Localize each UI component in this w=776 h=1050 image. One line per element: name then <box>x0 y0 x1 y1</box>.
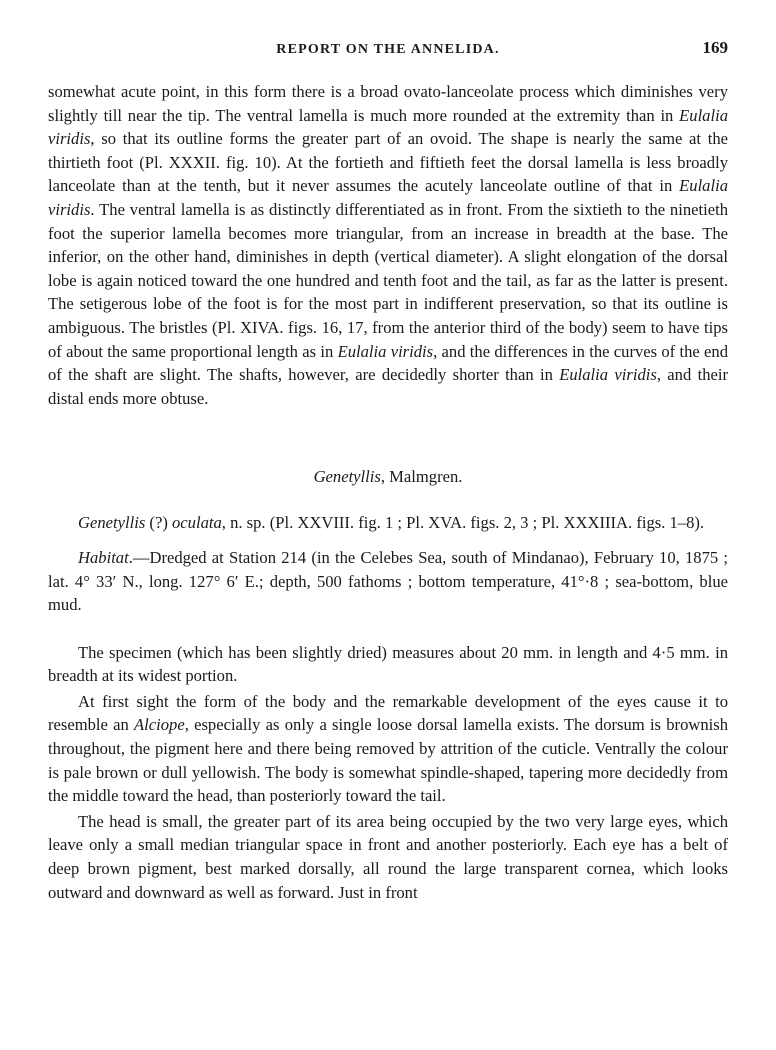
text-run: , and their distal ends more obtuse. <box>48 365 729 408</box>
text-run: (?) <box>145 513 172 533</box>
text-run: , and the differences in the curves of the end of the shaft are slight. The shafts, however, are decidedly shorter than in <box>48 341 728 385</box>
description-paragraph-1 <box>48 641 728 688</box>
italic-text-run: Eulalia viridis <box>48 176 728 219</box>
text-run: The specimen (which has been slightly dried) measures about 20 mm. in length and 4·5 mm. in breadth at its widest portion. <box>48 642 728 686</box>
running-title: REPORT ON THE ANNELIDA. <box>276 42 500 57</box>
genus-heading <box>48 465 728 489</box>
italic-text-run: Eulalia viridis <box>48 105 728 149</box>
text-run: . The ventral lamella is as distinctly differentiated as in front. From the sixtieth to the ninetieth foot the superior lamella becomes more triangular, from an increase in breadth at the base. The inferior, on the other hand, diminishes in depth (vertical diameter). A slight elongation of the dorsal lobe is again noticed toward the one hundred and tenth foot and the tail, as far as the latter is present. The setigerous lobe of the foot is for the most part in indifferent preservation, so that its outline is ambiguous. The bristles (Pl. XIVA. figs. 16, 17, from the anterior third of the body) seem to have tips of about the same proportional length as in <box>48 199 728 361</box>
description-paragraph-2 <box>48 690 728 808</box>
page-number: 169 <box>702 38 728 57</box>
italic-text-run: Alciope <box>134 715 185 735</box>
text-run: , n. sp. (Pl. XXVIII. fig. 1 ; Pl. XVA. figs. 2, 3 ; Pl. XXXIIIA. figs. 1–8). <box>221 513 705 533</box>
text-run: , Malmgren. <box>380 467 463 487</box>
species-entry <box>48 511 728 535</box>
text-run: The head is small, the greater part of its area being occupied by the two very large eyes, which leave only a small median triangular space in front and another posteriorly. Each eye has a belt of deep brown pigment, best marked dorsally, all round the large transparent cornea, which looks outward and downward as well as forward. Just in front <box>48 811 728 902</box>
text-run: somewhat acute point, in this form there is a broad ovato-lanceolate process which diminishes very slightly till near the tip. The ventral lamella is much more rounded at the extremity than in <box>48 82 728 125</box>
habitat-paragraph <box>48 546 728 617</box>
intro-paragraph <box>48 80 728 410</box>
italic-text-run: Genetyllis <box>313 467 381 487</box>
text-run: , especially as only a single loose dorsal lamella exists. The dorsum is brownish throughout, the pigment here and there being removed by attrition of the cuticle. Ventrally the colour is pale brown or dull yellowish. The body is somewhat spindle-shaped, tapering more decidedly from the middle toward the head, than posteriorly toward the tail. <box>48 715 729 806</box>
text-run: , so that its outline forms the greater part of an ovoid. The shape is nearly the same at the thirtieth foot (Pl. XXXII. fig. 10). At the fortieth and fiftieth feet the dorsal lamella is less broadly lanceolate than at the tenth, but it never assumes the acutely lanceolate outline of that in <box>48 129 728 196</box>
running-header <box>48 36 728 66</box>
italic-text-run: Eulalia viridis <box>559 365 657 385</box>
italic-text-run: Genetyllis <box>78 513 146 533</box>
text-run: .—Dredged at Station 214 (in the Celebes Sea, south of Mindanao), February 10, 1875 ; lat. 4° 33′ N., long. 127° 6′ E.; depth, 500 fathoms ; bottom temperature, 41°·8 ; sea-bottom, blue mud. <box>48 547 728 615</box>
italic-text-run: Eulalia viridis <box>337 341 434 361</box>
italic-text-run: Habitat <box>78 547 129 567</box>
text-run: At first sight the form of the body and the remarkable development of the eyes cause it to resemble an <box>48 691 728 735</box>
italic-text-run: oculata <box>172 513 222 533</box>
page <box>48 36 728 904</box>
description-paragraph-3 <box>48 810 728 904</box>
